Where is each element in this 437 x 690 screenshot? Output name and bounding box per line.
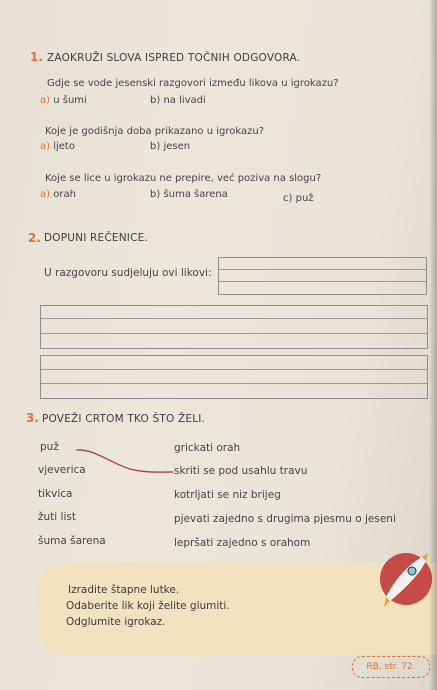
task1-q1-option-a[interactable] <box>40 95 87 106</box>
match-right-item[interactable]: pjevati zajedno s drugima pjesmu o jeseni <box>174 513 396 525</box>
instruction-line: Izradite štapne lutke. <box>68 584 180 596</box>
answer-line <box>40 383 427 384</box>
option-text: u šumi <box>53 95 87 106</box>
option-text: ljeto <box>53 141 75 152</box>
task1-q2-option-b[interactable] <box>150 141 190 152</box>
answer-line <box>218 269 426 270</box>
option-letter: a) <box>40 141 51 152</box>
task2-heading: DOPUNI REČENICE. <box>44 232 149 244</box>
option-letter: a) <box>40 189 51 200</box>
page-edge-shadow <box>429 0 437 690</box>
task1-heading: ZAOKRUŽI SLOVA ISPRED TOČNIH ODGOVORA. <box>47 52 301 64</box>
option-text: jesen <box>163 141 191 152</box>
match-left-item[interactable]: puž <box>40 441 59 453</box>
option-letter: b) <box>150 95 161 106</box>
task1-q3-option-b[interactable] <box>150 189 228 200</box>
option-text: orah <box>53 189 76 200</box>
match-left-item[interactable]: tikvica <box>38 488 73 500</box>
match-left-item[interactable]: žuti list <box>38 511 76 523</box>
option-text: na livadi <box>163 95 206 106</box>
task2-number: 2. <box>28 231 41 245</box>
option-letter: c) <box>283 193 293 204</box>
answer-box-2[interactable] <box>40 355 428 399</box>
task1-q1: Gdje se vode jesenski razgovori između likova u igrokazu? <box>47 78 339 89</box>
match-right-item[interactable]: kotrljati se niz brijeg <box>174 489 281 501</box>
task3-heading: POVEŽI CRTOM TKO ŠTO ŽELI. <box>42 413 206 425</box>
task1-q2: Koje je godišnja doba prikazano u igrokazu? <box>45 126 265 137</box>
answer-box-1[interactable] <box>40 305 428 349</box>
answer-line <box>40 318 427 319</box>
option-text: šuma šarena <box>163 189 228 200</box>
answer-line <box>218 281 426 282</box>
task1-q3-option-c[interactable] <box>283 193 314 204</box>
match-left-item[interactable]: šuma šarena <box>38 535 106 547</box>
answer-box-characters[interactable] <box>218 257 427 295</box>
task2-prompt: U razgovoru sudjeluju ovi likovi: <box>44 267 212 279</box>
drawn-match-line <box>75 445 175 475</box>
task1-q1-option-b[interactable] <box>150 95 206 106</box>
task1-q3: Koje se lice u igrokazu ne prepire, već poziva na slogu? <box>45 173 322 184</box>
match-right-item[interactable]: skriti se pod usahlu travu <box>174 465 308 477</box>
answer-line <box>40 333 427 334</box>
instruction-line: Odaberite lik koji želite glumiti. <box>66 600 230 612</box>
task1-q2-option-a[interactable] <box>40 141 75 152</box>
option-letter: b) <box>150 189 161 200</box>
instruction-line: Odglumite igrokaz. <box>66 616 166 628</box>
answer-line <box>40 369 427 370</box>
task1-q3-option-a[interactable] <box>40 189 76 200</box>
match-right-item[interactable]: grickati orah <box>174 442 241 454</box>
match-left-item[interactable]: vjeverica <box>38 464 86 476</box>
workbook-reference-badge: RB, str. 72. <box>352 656 430 678</box>
option-text: puž <box>295 193 314 204</box>
option-letter: a) <box>40 95 51 106</box>
match-right-item[interactable]: lepršati zajedno s orahom <box>174 537 311 549</box>
option-letter: b) <box>150 141 161 152</box>
task1-number: 1. <box>30 50 43 64</box>
task3-number: 3. <box>26 411 39 425</box>
rocket-icon <box>378 545 434 609</box>
